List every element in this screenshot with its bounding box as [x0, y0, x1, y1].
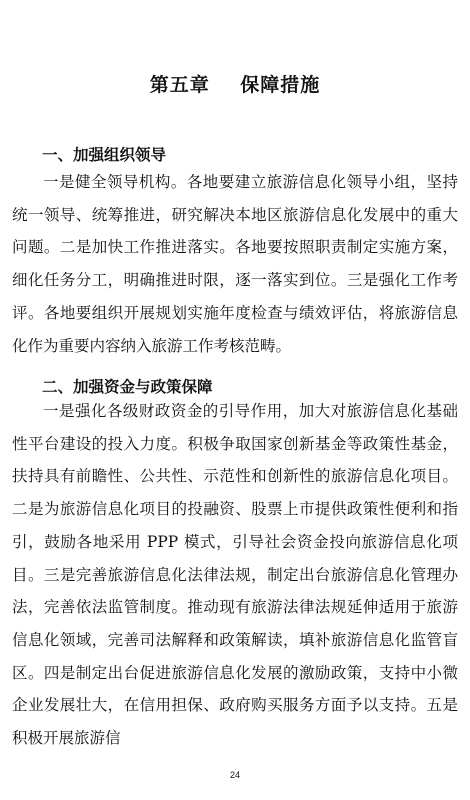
chapter-title: 第五章 保障措施: [149, 74, 321, 96]
section-heading-funding: 二、加强资金与政策保障: [42, 378, 213, 396]
paragraph-organization: 一是健全领导机构。各地要建立旅游信息化领导小组，坚持统一领导、统筹推进，研究解决本地区旅游信息化发展中的重大问题。二是加快工作推进落实。各地要按照职责制定实施方案，细化任务分工，明确推进时限，逐一落实到位。三是强化工作考评。各地要组织开展规划实施年度检查与绩效评估，将旅游信息化作为重要内容纳入旅游工作考核范畴。: [12, 173, 458, 355]
section-heading-organization: 一、加强组织领导: [42, 146, 167, 164]
page-number: 24: [229, 770, 240, 780]
paragraph-funding: 一是强化各级财政资金的引导作用，加大对旅游信息化基础性平台建设的投入力度。积极争取国家创新基金等政策性基金，扶持具有前瞻性、公共性、示范性和创新性的旅游信息化项目。二是为旅游信息化项目的投融资、股票上市提供政策性便利和指引，鼓励各地采用 PPP 模式，引导社会资金投向旅游信息化项目。三是完善旅游信息化法律法规，制定出台旅游信息化管理办法，完善依法监管制度。推动现有旅游法律法规延伸适用于旅游信息化领域，完善司法解释和政策解读，填补旅游信息化监管盲区。四是制定出台促进旅游信息化发展的激励政策，支持中小微企业发展壮大，在信用担保、政府购买服务方面予以支持。五是积极开展旅游信: [12, 402, 458, 748]
